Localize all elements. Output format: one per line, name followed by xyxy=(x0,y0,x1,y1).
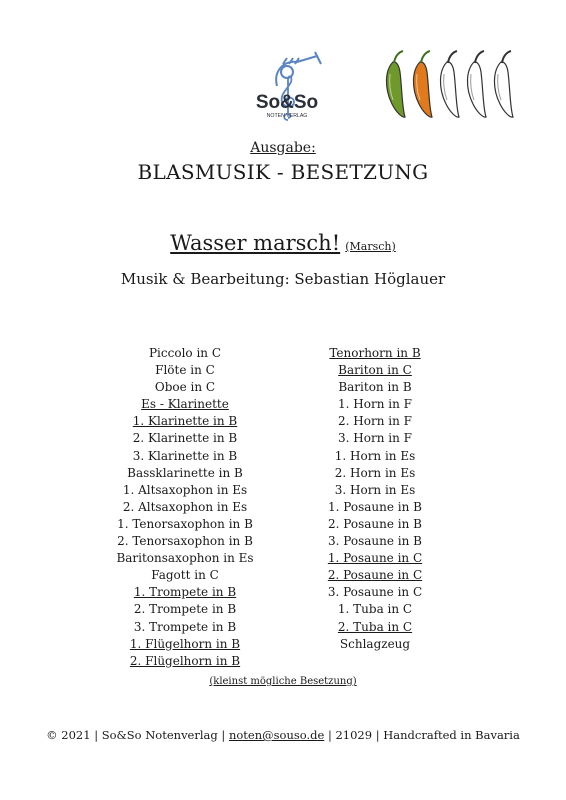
minimum-setup-note: (kleinst mögliche Besetzung) xyxy=(209,676,357,687)
instrument-item: Bariton in B xyxy=(338,380,412,395)
instrument-item: 2. Posaune in B xyxy=(328,516,422,531)
logo-wordmark: So&So xyxy=(255,92,319,113)
instrument-item: Piccolo in C xyxy=(148,346,222,360)
instrument-item: 2. Tuba in C xyxy=(337,619,413,634)
trumpet-icon xyxy=(276,52,321,86)
instrument-item: Es - Klarinette xyxy=(141,397,229,412)
instrument-item: Flöte in C xyxy=(155,363,215,378)
edition-label: Ausgabe: xyxy=(250,140,316,156)
instrument-item: 3. Posaune in C xyxy=(327,585,423,600)
instrument-list-right xyxy=(300,345,450,653)
instrument-item: 3. Horn in F xyxy=(338,431,412,446)
piece-genre: (Marsch) xyxy=(345,240,396,253)
instrument-item: 1. Horn in Es xyxy=(334,448,416,463)
difficulty-rating xyxy=(381,48,531,120)
instrument-item: 2. Altsaxophon in Es xyxy=(122,499,248,514)
instrument-item: 2. Flügelhorn in B xyxy=(129,653,241,668)
chili-icon xyxy=(386,51,405,117)
instrument-item: 1. Flügelhorn in B xyxy=(129,636,241,651)
edition-title: BLASMUSIK - BESETZUNG xyxy=(137,160,429,184)
instrument-item: 1. Posaune in C xyxy=(327,551,423,566)
instrument-item: Fagott in C xyxy=(151,568,219,583)
instrument-item: 2. Trompete in B xyxy=(133,602,237,617)
instrument-item: 1. Tuba in C xyxy=(337,602,413,617)
instrument-item: 2. Horn in F xyxy=(338,414,412,429)
chili-icon xyxy=(467,51,486,117)
instrument-item: Bariton in C xyxy=(338,363,412,378)
publisher-logo xyxy=(247,50,327,125)
instrument-item: 2. Klarinette in B xyxy=(132,431,238,446)
instrument-item: 2. Posaune in C xyxy=(327,568,423,583)
footer xyxy=(0,728,566,742)
instrument-item: Bassklarinette in B xyxy=(127,465,243,480)
composer-credit: Musik & Bearbeitung: Sebastian Höglauer xyxy=(120,270,446,288)
instrument-item: 1. Horn in F xyxy=(338,397,412,412)
instrument-item: 3. Klarinette in B xyxy=(132,448,238,463)
chili-icon xyxy=(440,51,459,117)
instrument-item: 1. Altsaxophon in Es xyxy=(122,482,248,497)
instrument-item: 3. Trompete in B xyxy=(133,619,237,634)
instrument-item: 3. Posaune in B xyxy=(328,534,422,549)
instrument-item: Baritonsaxophon in Es xyxy=(116,551,254,566)
instrument-item: 3. Horn in Es xyxy=(334,482,416,497)
footer-copyright: © 2021 | So&So Notenverlag | xyxy=(46,728,229,742)
chili-icon xyxy=(413,51,432,117)
instrument-item: Schlagzeug xyxy=(339,636,411,651)
instrument-item: Oboe in C xyxy=(154,380,216,395)
instrument-item: Tenorhorn in B xyxy=(329,346,421,360)
piece-title: Wasser marsch! xyxy=(170,231,341,255)
instrument-item: 1. Klarinette in B xyxy=(132,414,238,429)
piece-heading xyxy=(0,231,566,255)
instrument-item: 1. Trompete in B xyxy=(133,585,237,600)
footer-info: | 21029 | Handcrafted in Bavaria xyxy=(324,728,520,742)
chili-icon xyxy=(494,51,513,117)
logo-subtext: NOTEN VERLAG xyxy=(266,113,308,119)
footer-email-link[interactable]: noten@souso.de xyxy=(228,728,325,742)
instrument-item: 1. Posaune in B xyxy=(328,499,422,514)
instrument-item: 2. Tenorsaxophon in B xyxy=(117,534,253,549)
instrument-item: 1. Tenorsaxophon in B xyxy=(117,516,253,531)
instrument-list-left xyxy=(105,345,265,670)
instrument-item: 2. Horn in Es xyxy=(334,465,416,480)
